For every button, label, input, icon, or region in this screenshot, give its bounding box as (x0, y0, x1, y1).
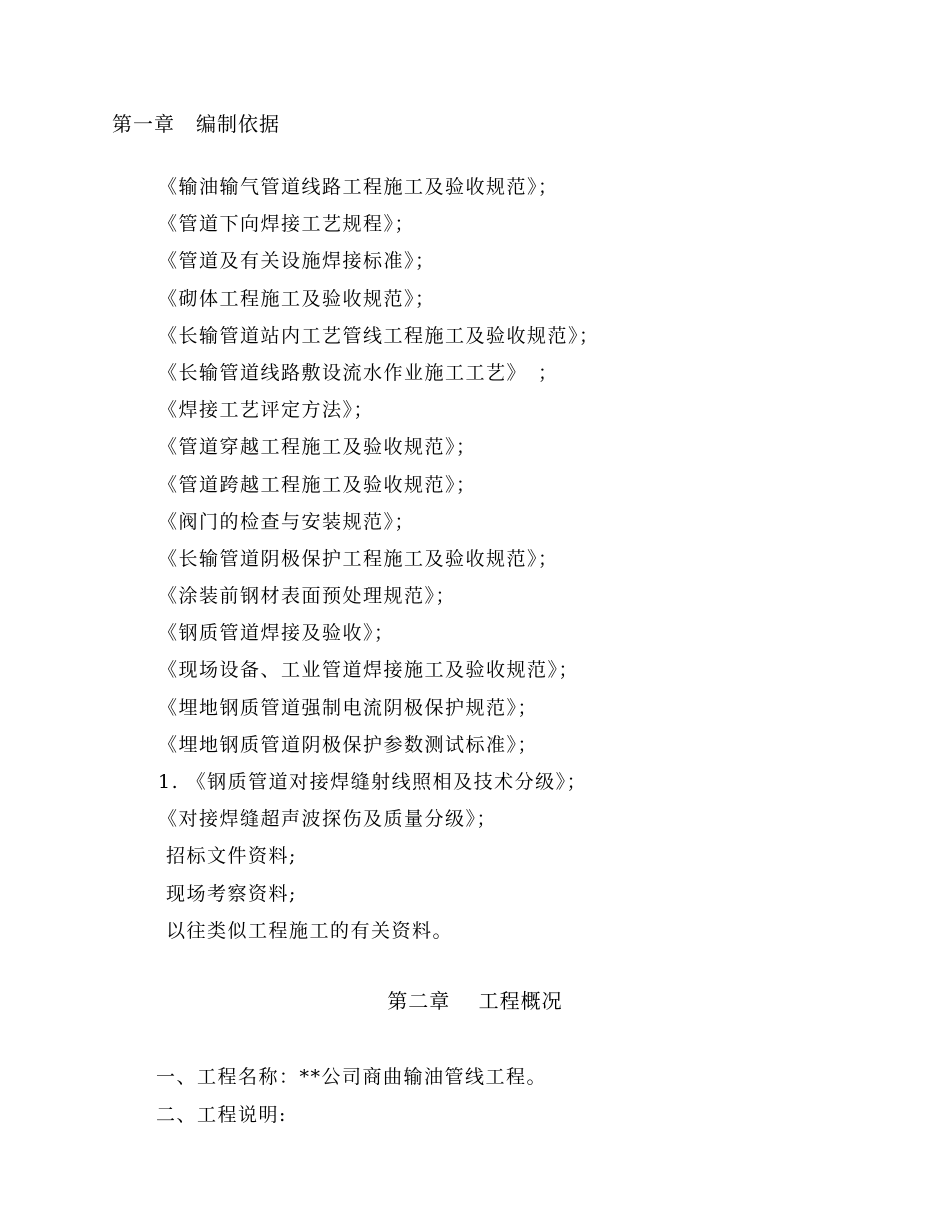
reference-list (0, 170, 950, 951)
overview-section-item: 二、工程说明: (156, 1104, 287, 1126)
reference-item: 《管道下向焊接工艺规程》； (158, 213, 416, 236)
reference-item: 《焊接工艺评定方法》； (158, 399, 375, 422)
reference-item: 《对接焊缝超声波探伤及质量分级》； (158, 808, 498, 831)
reference-item: 《长输管道站内工艺管线工程施工及验收规范》； (158, 324, 600, 347)
reference-item: 《输油输气管道线路工程施工及验收规范》； (158, 176, 559, 198)
overview-section-item: 一、工程名称：**公司商曲输油管线工程。 (156, 1066, 548, 1088)
reference-item: 《阀门的检查与安装规范》； (158, 510, 416, 533)
reference-item: 1. 《钢质管道对接焊缝射线照相及技术分级》； (158, 771, 588, 793)
reference-item: 《管道跨越工程施工及验收规范》； (158, 473, 477, 496)
reference-item: 现场考察资料; (166, 882, 297, 905)
reference-item: 《长输管道线路敷设流水作业施工工艺》 ； (158, 361, 559, 384)
reference-item: 《埋地钢质管道强制电流阴极保护规范》； (158, 696, 539, 719)
reference-item: 《管道及有关设施焊接标准》； (158, 250, 436, 273)
reference-item: 招标文件资料; (166, 845, 297, 868)
reference-item: 《涂装前钢材表面预处理规范》； (158, 585, 457, 608)
reference-item: 《长输管道阴极保护工程施工及验收规范》； (158, 547, 559, 570)
reference-item: 《现场设备、工业管道焊接施工及验收规范》； (158, 659, 580, 682)
chapter1-heading: 第一章 编制依据 (112, 112, 280, 136)
reference-item: 《钢质管道焊接及验收》； (158, 622, 395, 645)
reference-item: 以往类似工程施工的有关资料。 (166, 919, 454, 942)
overview-section-list (156, 1060, 547, 1136)
reference-item: 《管道穿越工程施工及验收规范》； (158, 436, 477, 459)
chapter2-heading: 第二章 工程概况 (387, 989, 563, 1013)
reference-item: 《埋地钢质管道阴极保护参数测试标准》； (158, 733, 539, 756)
reference-item: 《砌体工程施工及验收规范》； (158, 287, 436, 310)
